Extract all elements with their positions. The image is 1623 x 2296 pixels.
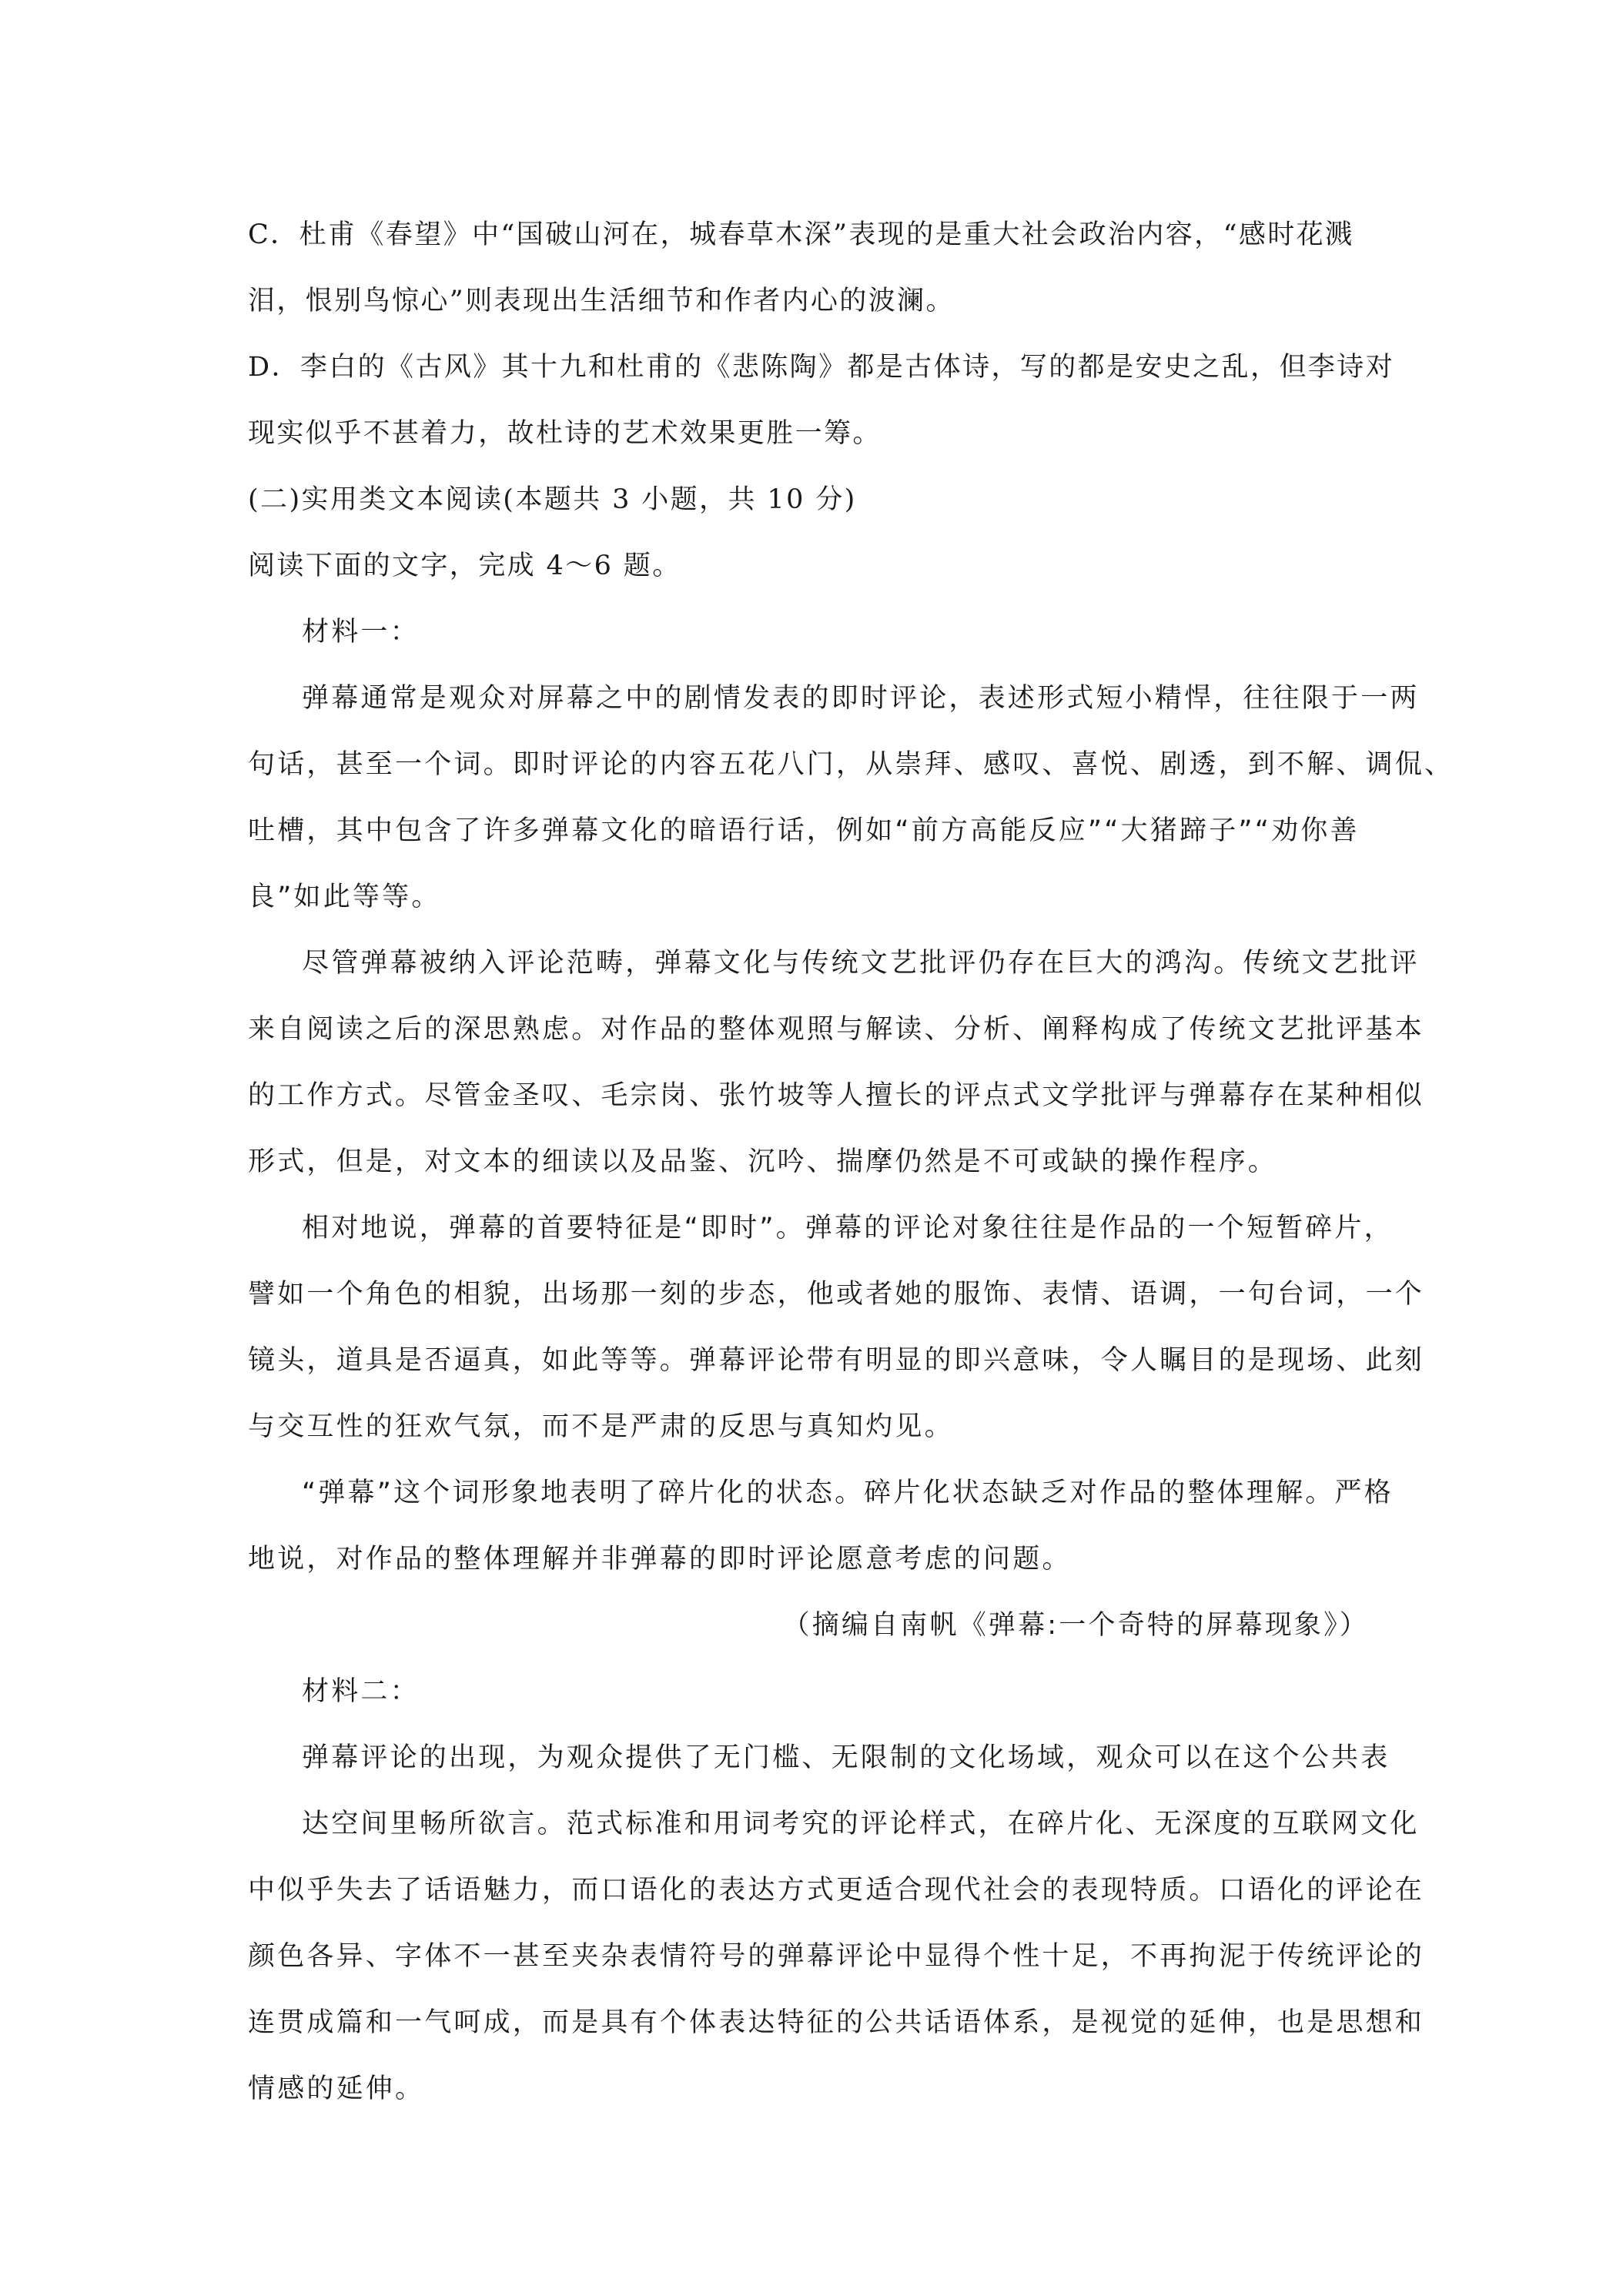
m2-p1-line-6: 情感的延伸。 xyxy=(248,2073,425,2104)
option-c-line-1: C．杜甫《春望》中“国破山河在，城春草木深”表现的是重大社会政治内容，“感时花溅 xyxy=(248,219,1354,250)
m2-p1-line-5: 连贯成篇和一气呵成，而是具有个体表达特征的公共话语体系，是视觉的延伸，也是思想和 xyxy=(248,2007,1425,2038)
m1-p1-line-1: 弹幕通常是观众对屏幕之中的剧情发表的即时评论，表述形式短小精悍，往往限于一两 xyxy=(302,683,1420,714)
m2-p1-line-1: 弹幕评论的出现，为观众提供了无门槛、无限制的文化场域，观众可以在这个公共表 xyxy=(302,1742,1390,1773)
m2-p1-line-2: 达空间里畅所欲言。范式标准和用词考究的评论样式，在碎片化、无深度的互联网文化 xyxy=(302,1809,1420,1839)
m1-p2-line-4: 形式，但是，对文本的细读以及品鉴、沉吟、揣摩仍然是不可或缺的操作程序。 xyxy=(248,1146,1278,1177)
m2-p1-line-4: 颜色各异、字体不一甚至夹杂表情符号的弹幕评论中显得个性十足，不再拘泥于传统评论的 xyxy=(248,1941,1425,1972)
material-1-source: （摘编自南帆《弹幕:一个奇特的屏幕现象》） xyxy=(782,1610,1369,1641)
material-2-label: 材料二： xyxy=(302,1676,420,1707)
m1-p4-line-2: 地说，对作品的整体理解并非弹幕的即时评论愿意考虑的问题。 xyxy=(248,1544,1072,1575)
m1-p3-line-4: 与交互性的狂欢气氛，而不是严肃的反思与真知灼见。 xyxy=(248,1411,954,1442)
m1-p2-line-2: 来自阅读之后的深思熟虑。对作品的整体观照与解读、分析、阐释构成了传统文艺批评基本 xyxy=(248,1014,1425,1045)
m2-p1-line-3: 中似乎失去了话语魅力，而口语化的表达方式更适合现代社会的表现特质。口语化的评论在 xyxy=(248,1875,1425,1906)
m1-p1-line-3: 吐槽，其中包含了许多弹幕文化的暗语行话，例如“前方高能反应”“大猪蹄子”“劝你善 xyxy=(248,815,1360,846)
reading-instruction: 阅读下面的文字，完成 4～6 题。 xyxy=(248,551,681,581)
m1-p2-line-1: 尽管弹幕被纳入评论范畴，弹幕文化与传统文艺批评仍存在巨大的鸿沟。传统文艺批评 xyxy=(302,948,1420,979)
section-heading: (二)实用类文本阅读(本题共 3 小题，共 10 分) xyxy=(248,484,857,515)
m1-p3-line-3: 镜头，道具是否逼真，如此等等。弹幕评论带有明显的即兴意味，令人瞩目的是现场、此刻 xyxy=(248,1345,1425,1376)
m1-p3-line-1: 相对地说，弹幕的首要特征是“即时”。弹幕的评论对象往往是作品的一个短暂碎片， xyxy=(302,1213,1394,1243)
m1-p4-line-1: “弹幕”这个词形象地表明了碎片化的状态。碎片化状态缺乏对作品的整体理解。严格 xyxy=(302,1478,1394,1508)
m1-p3-line-2: 譬如一个角色的相貌，出场那一刻的步态，他或者她的服饰、表情、语调，一句台词，一个 xyxy=(248,1279,1425,1310)
m1-p1-line-4: 良”如此等等。 xyxy=(248,882,441,912)
option-d-line-1: D．李白的《古风》其十九和杜甫的《悲陈陶》都是古体诗，写的都是安史之乱，但李诗对 xyxy=(248,352,1395,383)
option-d-line-2: 现实似乎不甚着力，故杜诗的艺术效果更胜一筹。 xyxy=(248,418,882,449)
m1-p2-line-3: 的工作方式。尽管金圣叹、毛宗岗、张竹坡等人擅长的评点式文学批评与弹幕存在某种相似 xyxy=(248,1080,1425,1111)
material-1-label: 材料一： xyxy=(302,617,420,648)
option-c-line-2: 泪，恨别鸟惊心”则表现出生活细节和作者内心的波澜。 xyxy=(248,286,955,316)
m1-p1-line-2: 句话，甚至一个词。即时评论的内容五花八门，从崇拜、感叹、喜悦、剧透，到不解、调侃、 xyxy=(248,749,1454,780)
exam-page xyxy=(248,202,1454,2122)
